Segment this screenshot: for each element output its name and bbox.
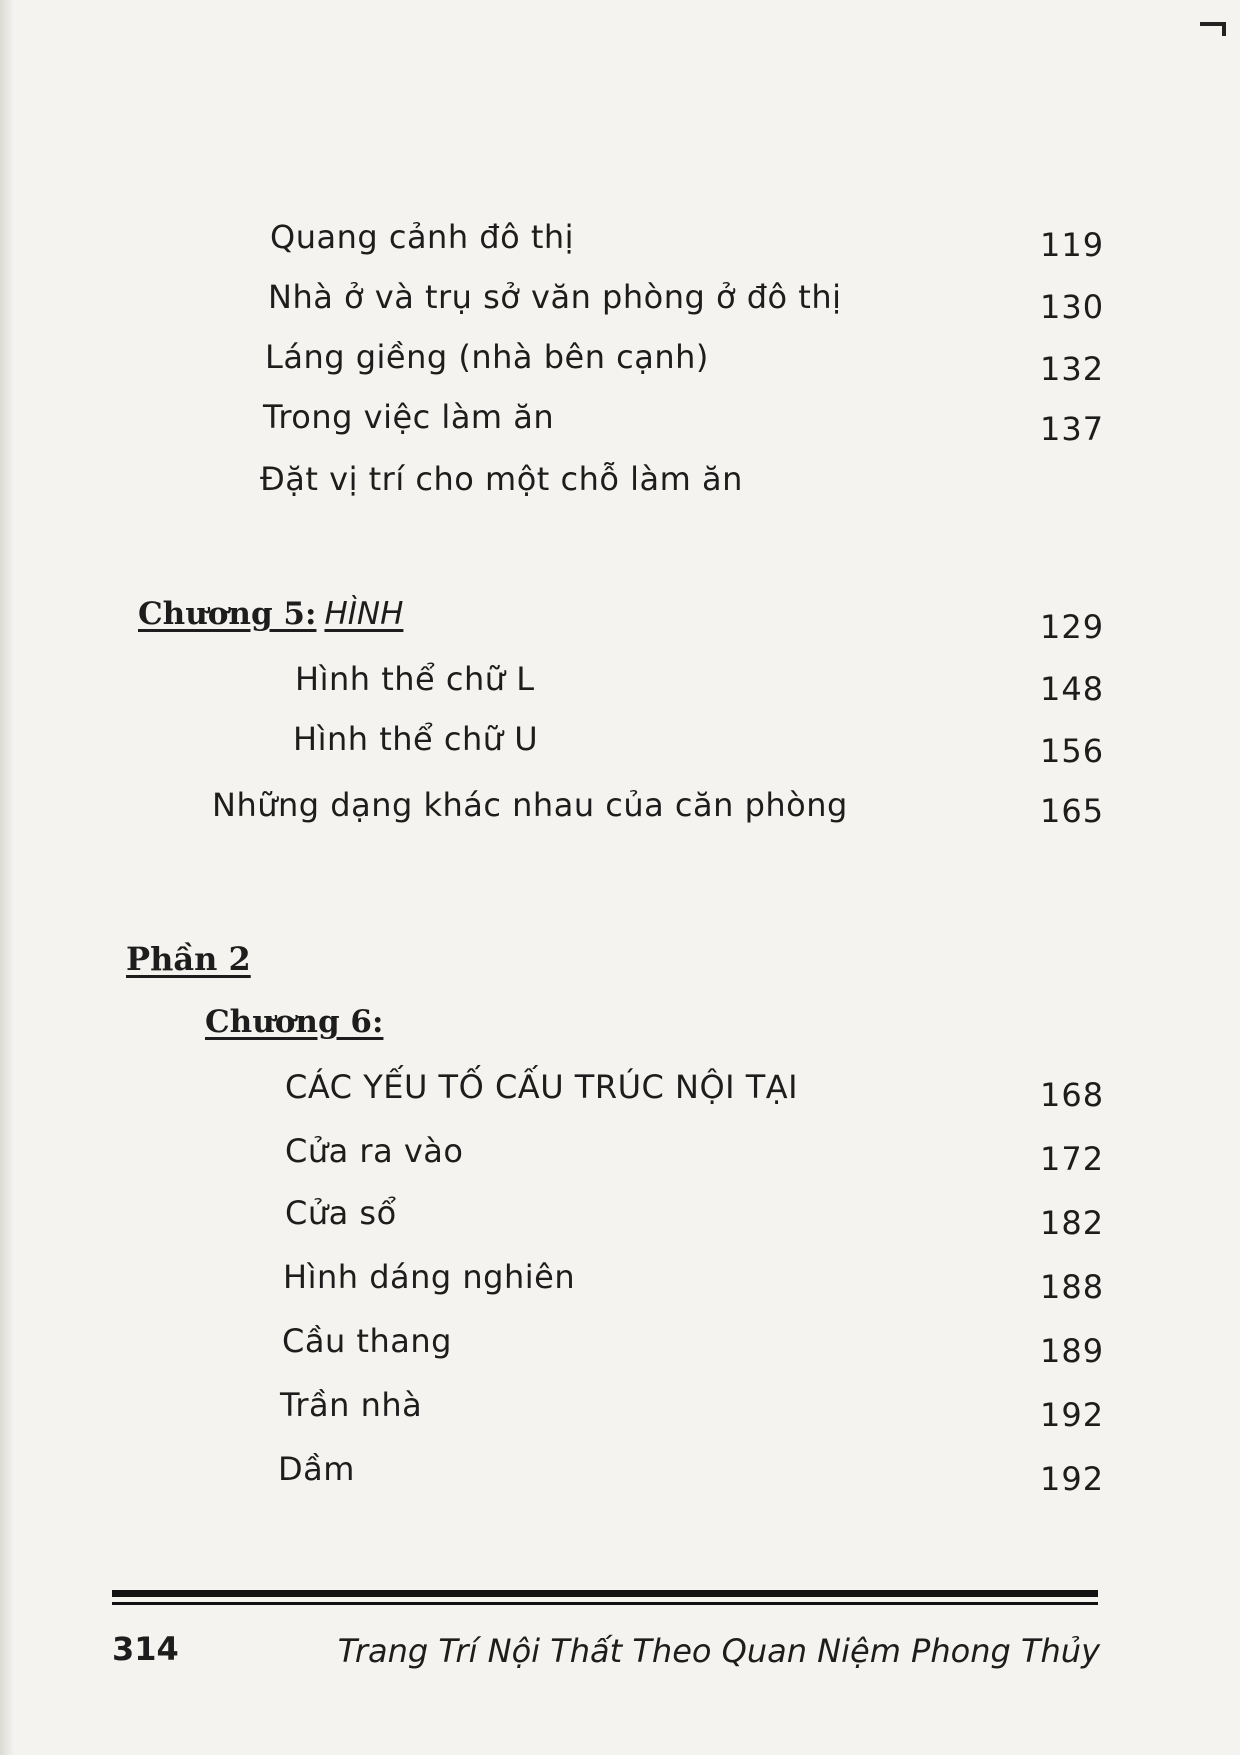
toc-entry-page: 156 — [1040, 732, 1105, 770]
toc-entry-page: 148 — [1040, 670, 1105, 708]
toc-entry-title: Trần nhà — [280, 1386, 423, 1424]
toc-entry-title: Cầu thang — [282, 1322, 452, 1360]
page-number: 314 — [112, 1630, 179, 1668]
toc-entry-title: Cửa sổ — [285, 1194, 397, 1232]
toc-entry-page: 165 — [1040, 792, 1105, 830]
toc-entry-title: Những dạng khác nhau của căn phòng — [212, 786, 848, 824]
toc-entry-page: 172 — [1040, 1140, 1105, 1178]
toc-entry-title: Quang cảnh đô thị — [270, 218, 575, 256]
part-2-heading: Phần 2 — [126, 940, 251, 978]
toc-entry-title: Nhà ở và trụ sở văn phòng ở đô thị — [268, 278, 842, 316]
toc-entry-page: 182 — [1040, 1204, 1105, 1242]
toc-entry-page: 137 — [1040, 410, 1105, 448]
toc-entry-page: 192 — [1040, 1460, 1105, 1498]
footer-rule-thick — [112, 1590, 1098, 1597]
toc-entry-page: 132 — [1040, 350, 1105, 388]
toc-entry-title: Cửa ra vào — [285, 1132, 464, 1170]
toc-entry-title: Dầm — [278, 1450, 355, 1488]
toc-entry-title: Hình thể chữ U — [293, 720, 539, 758]
toc-entry-title: Đặt vị trí cho một chỗ làm ăn — [260, 460, 743, 498]
chapter-5-title: HÌNH — [324, 596, 404, 632]
footer-rule-thin — [112, 1602, 1098, 1605]
toc-entry-page: 188 — [1040, 1268, 1105, 1306]
toc-entry-page: 192 — [1040, 1396, 1105, 1434]
chapter-6-heading: Chương 6: — [205, 1004, 384, 1040]
toc-entry-title: Hình thể chữ L — [295, 660, 535, 698]
toc-entry-title: Trong việc làm ăn — [263, 398, 555, 436]
toc-entry-title: Hình dáng nghiên — [283, 1258, 576, 1296]
toc-entry-page: 130 — [1040, 288, 1105, 326]
toc-entry-title: Láng giềng (nhà bên cạnh) — [265, 338, 709, 376]
toc-entry-page: 189 — [1040, 1332, 1105, 1370]
chapter-5-heading — [138, 596, 403, 632]
corner-crop-mark — [1200, 22, 1226, 26]
chapter-5-label: Chương 5: — [138, 596, 317, 632]
running-book-title: Trang Trí Nội Thất Theo Quan Niệm Phong Thủy — [337, 1632, 1100, 1670]
page-edge-shadow — [0, 0, 14, 1755]
toc-entry-title: CÁC YẾU TỐ CẤU TRÚC NỘI TẠI — [285, 1068, 799, 1106]
toc-entry-page: 168 — [1040, 1076, 1105, 1114]
toc-entry-page: 119 — [1040, 226, 1105, 264]
chapter-5-page: 129 — [1040, 608, 1105, 646]
